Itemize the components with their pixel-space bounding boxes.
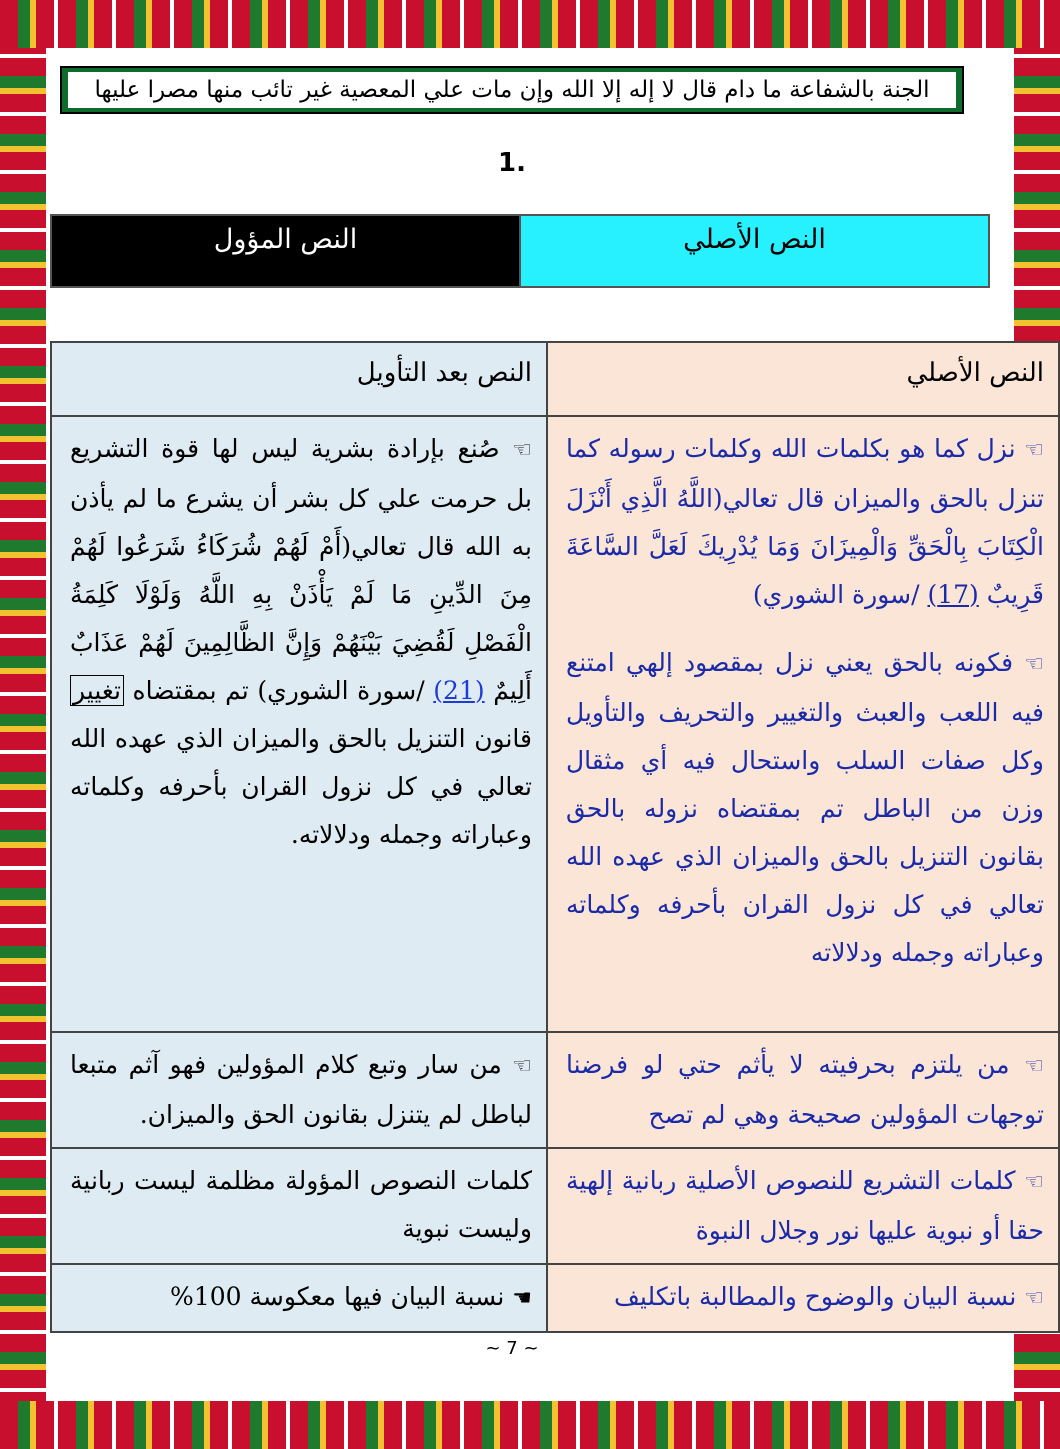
cell-interpreted-3 (51, 1148, 547, 1264)
pointing-hand-icon: ☜ (1024, 652, 1044, 677)
table-head-original: النص الأصلي (547, 342, 1059, 416)
table-row (51, 1148, 1059, 1264)
cell-interpreted-1 (51, 416, 547, 1032)
original-text-1a: نزل كما هو بكلمات الله وكلمات رسوله كما تنزل بالحق والميزان قال تعالي(اللَّهُ الَّذِي أَنْزَلَ الْكِتَابَ بِالْحَقِّ وَالْمِيزَانَ وَمَا يُدْرِيكَ لَعَلَّ السَّاعَةَ قَرِيبٌ (566, 434, 1044, 609)
pointing-hand-icon: ☜ (1024, 438, 1044, 463)
interpreted-text-1-mid: /سورة الشوري) تم بمقتضاه (123, 676, 425, 705)
cell-original-2 (547, 1032, 1059, 1148)
cell-interpreted-2 (51, 1032, 547, 1148)
table-row (51, 416, 1059, 1032)
interpreted-text-4: نسبة البيان فيها معكوسة 100% (170, 1282, 505, 1311)
original-text-3: كلمات التشريع للنصوص الأصلية ربانية إلهية حقا أو نبوية عليها نور وجلال النبوة (566, 1166, 1044, 1245)
black-pointing-hand-icon: ☚ (512, 1286, 532, 1311)
cell-original-3 (547, 1148, 1059, 1264)
title-banner (60, 66, 964, 114)
table-row (51, 1264, 1059, 1332)
comparison-table (50, 341, 1060, 1333)
original-text-1b: فكونه بالحق يعني نزل بمقصود إلهي امتنع فيه اللعب والعبث والتغيير والتحريف والتأويل وكل صفات السلب واستحال فيه أي مثقال وزن من الباطل تم بمقتضاه نزوله بالحق بقانون التنزيل بالحق والميزان الذي عهده الله تعالي في كل نزول القران بأحرفه وكلماته وعباراته وجمله ودلالاته (566, 648, 1044, 967)
page-number: ~ 7 ~ (485, 1338, 539, 1359)
verse-reference-link[interactable]: (21) (433, 676, 485, 705)
paragraph (566, 639, 1044, 977)
table-row (51, 342, 1059, 416)
spacer (566, 619, 1044, 639)
boxed-word: تغيير (70, 675, 124, 706)
document-page (46, 48, 1045, 1401)
header-table (50, 214, 990, 288)
original-text-1a-end: /سورة الشوري) (752, 580, 920, 609)
cell-original-4 (547, 1264, 1059, 1332)
pointing-hand-icon: ☜ (512, 438, 532, 463)
pointing-hand-icon: ☜ (512, 1054, 532, 1079)
interpreted-text-1a: صُنع بإرادة بشرية ليس لها قوة التشريع بل حرمت علي كل بشر أن يشرع ما لم يأذن به الله قال تعالي(أَمْ لَهُمْ شُرَكَاءُ شَرَعُوا لَهُمْ مِنَ الدِّينِ مَا لَمْ يَأْذَنْ بِهِ اللَّهُ وَلَوْلَا كَلِمَةُ الْفَصْلِ لَقُضِيَ بَيْنَهُمْ وَإِنَّ الظَّالِمِينَ لَهُمْ عَذَابٌ أَلِيمٌ (70, 434, 532, 705)
original-text-4: نسبة البيان والوضوح والمطالبة باتكليف (614, 1282, 1017, 1311)
table-head-interpreted: النص بعد التأويل (51, 342, 547, 416)
interpreted-text-3: كلمات النصوص المؤولة مظلمة ليست ربانية وليست نبوية (70, 1166, 532, 1243)
paragraph (566, 425, 1044, 619)
section-number: 1. (498, 148, 526, 178)
title-banner-text: الجنة بالشفاعة ما دام قال لا إله إلا الله وإن مات علي المعصية غير تائب منها مصرا عليها (68, 72, 956, 108)
header-original: النص الأصلي (519, 216, 988, 286)
pointing-hand-icon: ☜ (1024, 1054, 1044, 1079)
cell-interpreted-4 (51, 1264, 547, 1332)
table-row (51, 1032, 1059, 1148)
interpreted-text-1-end: قانون التنزيل بالحق والميزان الذي عهده الله تعالي في كل نزول القران بأحرفه وكلماته وعباراته وجمله ودلالاته. (70, 724, 532, 849)
interpreted-text-2: من سار وتبع كلام المؤولين فهو آثم متبعا لباطل لم يتنزل بقانون الحق والميزان. (70, 1050, 532, 1129)
original-text-2: من يلتزم بحرفيته لا يأثم حتي لو فرضنا توجهات المؤولين صحيحة وهي لم تصح (566, 1050, 1044, 1129)
pointing-hand-icon: ☜ (1024, 1286, 1044, 1311)
verse-reference-link[interactable]: (17) (927, 580, 979, 609)
cell-original-1 (547, 416, 1059, 1032)
header-interpreted: النص المؤول (52, 216, 519, 286)
pointing-hand-icon: ☜ (1024, 1170, 1045, 1195)
